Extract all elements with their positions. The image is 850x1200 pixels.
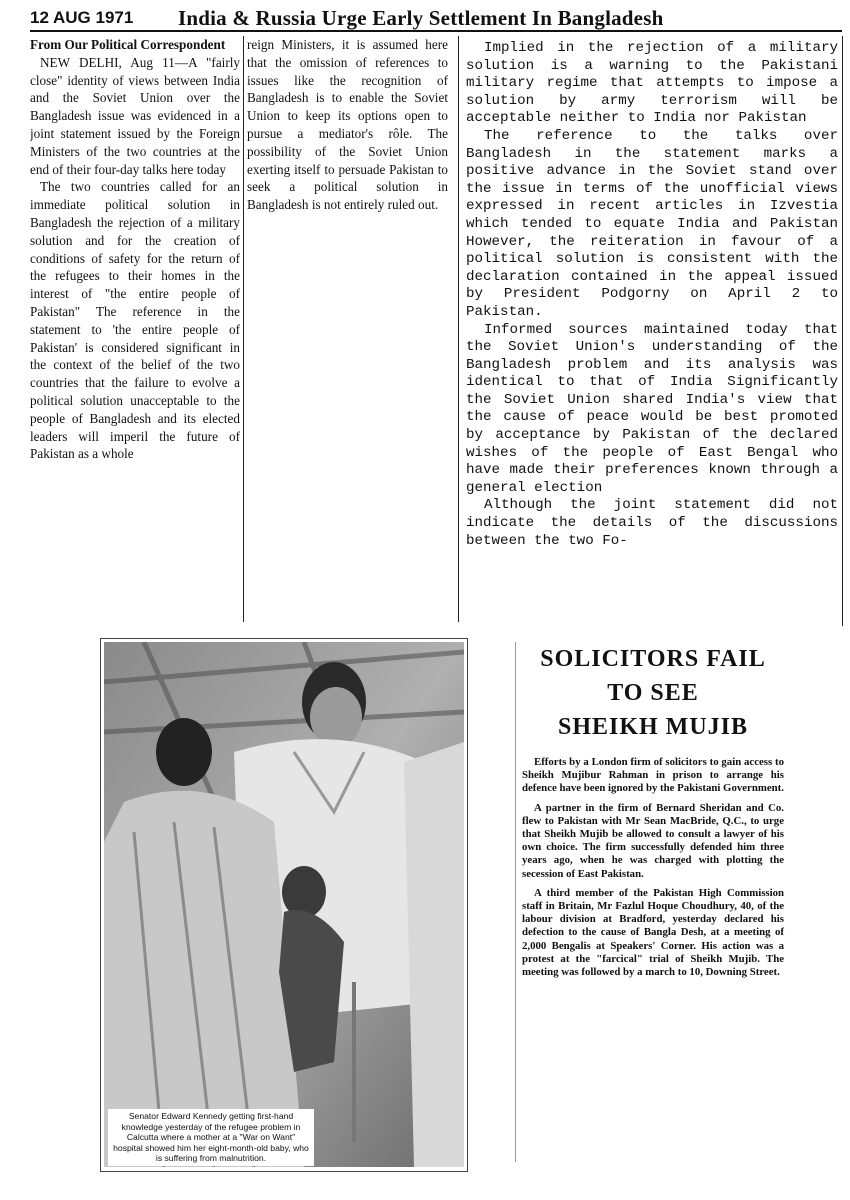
story-title-line: TO SEE — [607, 680, 699, 706]
page-headline: India & Russia Urge Early Settlement In Bangladesh — [178, 6, 664, 30]
article-paragraph: NEW DELHI, Aug 11—A "fairly close" identity of views between India and the Soviet Union over the Bangladesh issue was evidenced in a joint statement issued by the Foreign Ministers of the two countries at the end of their four-day talks here today — [30, 54, 240, 177]
photo-illustration — [104, 642, 464, 1167]
story-body — [522, 756, 784, 979]
story-paragraph: Efforts by a London firm of solicitors to gain access to Sheikh Mujibur Rahman in prison to arrange his defence have been ignored by the Pakistani Government. — [522, 756, 784, 795]
story-title — [522, 642, 784, 744]
article-byline: From Our Political Correspondent — [30, 37, 226, 52]
story-title-line: SOLICITORS FAIL — [540, 646, 766, 672]
sidebar-story — [515, 642, 784, 1162]
article-paragraph: Although the joint statement did not indicate the details of the discussions between the two Fo- — [466, 497, 838, 549]
article-paragraph: Informed sources maintained today that the Soviet Union's understanding of the Bangladesh problem and its analysis was identical to that of India Significantly the Soviet Union shared India's view that the cause of peace would be best promoted by acceptance by Pakistan of the declared wishes of the people of East Bengal who have made their preferences known through a general election — [466, 321, 838, 496]
article-paragraph: The two countries called for an immediate political solution in Bangladesh the rejection of a military solution and for the creation of conditions of safety for the return of the refugees to their homes in the interest of "the entire people of Pakistan" The reference in the statement to 'the entire people of Pakistan' is considered significant in the context of the belief of the two countries that the failure to evolve a political solution unacceptable to the people of Bangladesh and its elected leaders will imperil the future of Pakistan as a whole — [30, 179, 240, 462]
article-column-2 — [247, 36, 448, 336]
article-column-3 — [466, 40, 838, 620]
photo-caption: Senator Edward Kennedy getting first-hand knowledge yesterday of the refugee problem in Calcutta where a mother at a "War on Want" hospital showed him her eight-month-old baby, who is suffering from malnutrition. — [108, 1109, 314, 1166]
article-paragraph: The reference to the talks over Bangladesh in the statement marks a positive advance in the Soviet stand over the issue in terms of the unofficial views expressed in recent articles in Izvestia which tended to equate India and Pakistan However, the reiteration in favour of a political solution is consistent with the declaration contained in the appeal issued by President Podgorny on April 2 to Pakistan. — [466, 127, 838, 320]
news-photograph — [104, 642, 464, 1167]
headline-rule — [30, 30, 842, 32]
story-title-line: SHEIKH MUJIB — [557, 714, 749, 740]
story-paragraph: A partner in the firm of Bernard Sheridan and Co. flew to Pakistan with Mr Sean MacBride, Q.C., to urge that Sheikh Mujib be allowed to consult a lawyer of his own choice. The firm successfully defended him three years ago, when he was charged with plotting the secession of East Pakistan. — [522, 801, 784, 880]
column-divider — [842, 36, 843, 626]
article-paragraph: reign Ministers, it is assumed here that the omission of references to issues like the recognition of Bangladesh is to enable the Soviet Union to keep its options open to pursue a mediator's rôle. The possibility of the Soviet Union exerting itself to persuade Pakistan to seek a political solution in Bangladesh is not entirely ruled out. — [247, 37, 448, 213]
column-divider — [243, 36, 244, 622]
column-divider — [458, 36, 459, 622]
story-paragraph: A third member of the Pakistan High Commission staff in Britain, Mr Fazlul Hoque Choudhury, 40, of the labour division at Bradford, yesterday declared his defection to the cause of Bangla Desh, at a meeting of 2,000 Bengalis at Speakers' Corner. His action was a protest at the "farcical" trial of Sheikh Mujib. The meeting was followed by a march to 10, Downing Street. — [522, 886, 784, 979]
article-paragraph: Implied in the rejection of a military solution is a warning to the Pakistani military regime that attempts to impose a solution by army terrorism will be acceptable neither to India nor Pakistan — [466, 40, 838, 127]
article-column-1 — [30, 36, 240, 624]
issue-date: 12 AUG 1971 — [30, 8, 134, 27]
